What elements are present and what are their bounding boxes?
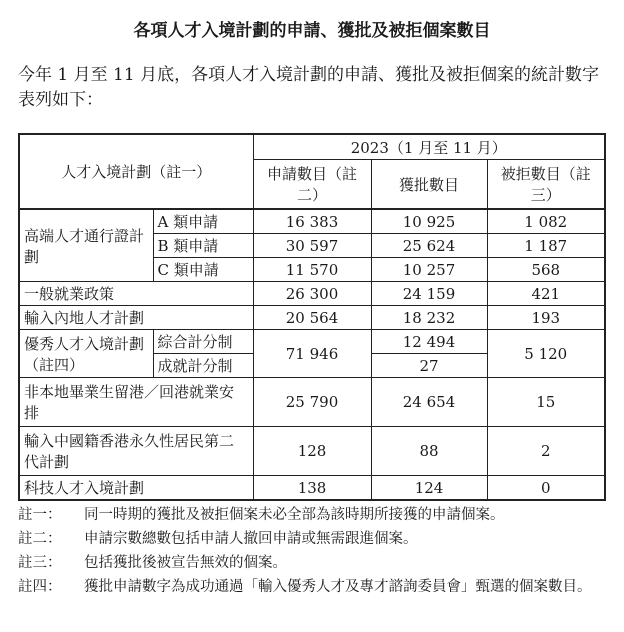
rejected-cell: 1 187 — [487, 234, 605, 258]
footnote-text: 獲批申請數字為成功通過「輸入優秀人才及專才諮詢委員會」甄選的個案數目。 — [84, 579, 592, 595]
footnote — [18, 527, 613, 551]
header-approved: 獲批數目 — [371, 160, 487, 210]
applications-cell: 16 383 — [253, 209, 371, 234]
applications-cell: 26 300 — [253, 282, 371, 306]
approved-cell: 88 — [371, 427, 487, 476]
applications-cell: 71 946 — [253, 330, 371, 378]
rejected-cell: 193 — [487, 306, 605, 330]
applications-cell: 25 790 — [253, 378, 371, 427]
rejected-cell: 5 120 — [487, 330, 605, 378]
category-label: C 類申請 — [153, 258, 253, 282]
rejected-cell: 15 — [487, 378, 605, 427]
header-applications: 申請數目（註二） — [253, 160, 371, 210]
header-period: 2023（1 月至 11 月） — [253, 134, 605, 160]
header-row-1 — [19, 134, 605, 160]
footnote-text: 包括獲批後被宣告無效的個案。 — [84, 555, 287, 571]
table-row — [19, 306, 605, 330]
category-label: B 類申請 — [153, 234, 253, 258]
rejected-cell: 568 — [487, 258, 605, 282]
table-row — [19, 427, 605, 476]
footnote-key: 註二： — [18, 531, 62, 547]
header-rejected: 被拒數目（註三） — [487, 160, 605, 210]
scheme-ttps: 高端人才通行證計劃 — [19, 209, 153, 282]
approved-cell: 10 257 — [371, 258, 487, 282]
scheme-gep: 一般就業政策 — [19, 282, 253, 306]
footnote — [18, 503, 613, 527]
approved-cell: 124 — [371, 476, 487, 501]
footnote-text: 同一時期的獲批及被拒個案未必全部為該時期所接獲的申請個案。 — [84, 507, 505, 523]
scheme-techtas: 科技人才入境計劃 — [19, 476, 253, 501]
footnote-text: 申請宗數總數包括申請人撤回申請或無需跟進個案。 — [84, 531, 418, 547]
intro-paragraph: 今年 1 月至 11 月底，各項人才入境計劃的申請、獲批及被拒個案的統計數字表列如下： — [18, 65, 600, 110]
footnote-key: 註一： — [18, 507, 62, 523]
footnote — [18, 575, 613, 599]
approved-cell: 27 — [371, 354, 487, 378]
applications-cell: 30 597 — [253, 234, 371, 258]
scheme-asmtp: 輸入內地人才計劃 — [19, 306, 253, 330]
approved-cell: 25 624 — [371, 234, 487, 258]
rejected-cell: 421 — [487, 282, 605, 306]
applications-cell: 20 564 — [253, 306, 371, 330]
category-label: 綜合計分制 — [153, 330, 253, 354]
applications-cell: 128 — [253, 427, 371, 476]
rejected-cell: 0 — [487, 476, 605, 501]
approved-cell: 10 925 — [371, 209, 487, 234]
scheme-ies: 輸入中國籍香港永久性居民第二代計劃 — [19, 427, 253, 476]
approved-cell: 24 654 — [371, 378, 487, 427]
statistics-table — [18, 133, 606, 501]
rejected-cell: 1 082 — [487, 209, 605, 234]
approved-cell: 18 232 — [371, 306, 487, 330]
table-row — [19, 282, 605, 306]
footnote-key: 註三： — [18, 555, 62, 571]
table-row — [19, 330, 605, 354]
category-label: 成就計分制 — [153, 354, 253, 378]
footnote-key: 註四： — [18, 579, 62, 595]
applications-cell: 138 — [253, 476, 371, 501]
category-label: A 類申請 — [153, 209, 253, 234]
footnotes — [18, 503, 613, 599]
footnote — [18, 551, 613, 575]
rejected-cell: 2 — [487, 427, 605, 476]
approved-cell: 12 494 — [371, 330, 487, 354]
scheme-irsg: 非本地畢業生留港／回港就業安排 — [19, 378, 253, 427]
table-row — [19, 476, 605, 501]
approved-cell: 24 159 — [371, 282, 487, 306]
scheme-qmas: 優秀人才入境計劃（註四） — [19, 330, 153, 378]
table-row — [19, 209, 605, 234]
table-row — [19, 378, 605, 427]
applications-cell: 11 570 — [253, 258, 371, 282]
header-scheme: 人才入境計劃（註一） — [19, 134, 253, 209]
page-title: 各項人才入境計劃的申請、獲批及被拒個案數目 — [133, 21, 491, 41]
